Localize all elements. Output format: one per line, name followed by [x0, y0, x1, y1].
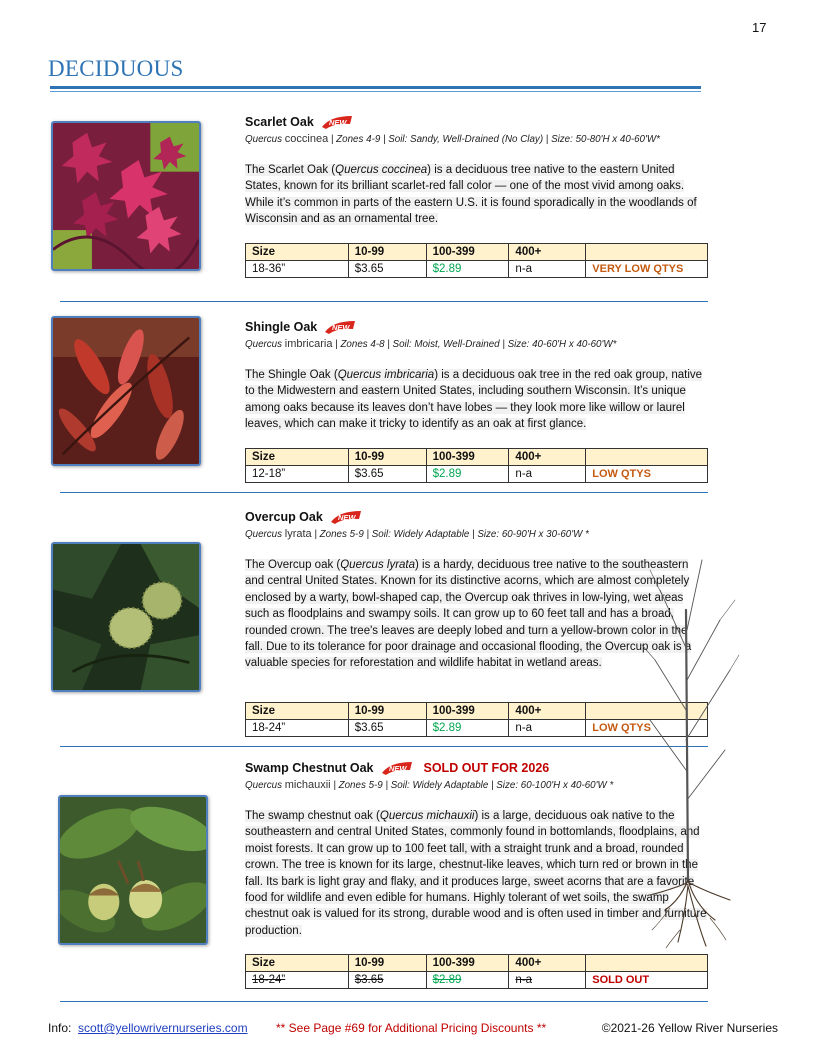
page-number: 17	[752, 20, 767, 35]
price-table-row	[246, 466, 708, 483]
genus: Quercus	[245, 339, 283, 350]
description-latin: Quercus coccinea	[335, 164, 428, 176]
product-name: Scarlet Oak	[245, 115, 314, 129]
product-name: Overcup Oak	[245, 510, 323, 524]
scarlet-oak-photo	[51, 121, 201, 271]
new-badge-icon	[320, 114, 354, 130]
size-cell: 12-18”	[246, 466, 349, 483]
price-cell: n-a	[509, 261, 586, 278]
species: imbricaria	[284, 338, 333, 350]
header-size: Size	[246, 244, 349, 261]
price-cell: $2.89	[426, 720, 509, 737]
header-tier-2: 100-399	[426, 244, 509, 261]
header-size: Size	[246, 955, 349, 972]
price-table	[245, 702, 708, 737]
price-cell: $2.89	[426, 261, 509, 278]
header-tier-3: 400+	[509, 955, 586, 972]
footer-copyright: ©2021-26 Yellow River Nurseries	[601, 1021, 778, 1035]
shingle-oak-photo	[51, 316, 201, 466]
header-tier-2: 100-399	[426, 449, 509, 466]
description-text: ) is a deciduous tree native to the eastern United States, known for its brilliant scarlet-red fall color — one of the most vivid among oaks. While it’s common in parts of the eastern U.S. it is found sporadically in the woodlands of Wisconsin and as an ornamental tree.	[245, 164, 697, 226]
header-status	[586, 244, 708, 261]
section-divider	[60, 746, 708, 747]
price-table-header	[246, 955, 708, 972]
price-cell: $3.65	[348, 972, 426, 989]
price-cell: $3.65	[348, 261, 426, 278]
header-tier-3: 400+	[509, 703, 586, 720]
section-title: DECIDUOUS	[48, 56, 184, 81]
page-footer	[48, 1021, 778, 1035]
product-name: Shingle Oak	[245, 320, 318, 334]
new-badge-icon	[323, 319, 357, 335]
footer-info	[48, 1021, 273, 1035]
product-description	[245, 162, 707, 228]
bare-root-sapling-illustration	[640, 550, 740, 950]
product-description	[245, 808, 707, 939]
price-cell: n-a	[509, 972, 586, 989]
new-badge-text: NEW	[332, 323, 350, 332]
genus: Quercus	[245, 134, 283, 145]
header-tier-1: 10-99	[348, 703, 426, 720]
botanical-details	[245, 338, 710, 350]
price-cell: n-a	[509, 720, 586, 737]
header-tier-1: 10-99	[348, 244, 426, 261]
footer-info-label: Info:	[48, 1021, 72, 1035]
price-cell: $3.65	[348, 466, 426, 483]
section-divider	[60, 492, 708, 493]
description-text: ) is a deciduous oak tree in the red oak group, native to the Midwestern and eastern United States, including southern Wisconsin. It’s unique among oaks because its leaves don’t have lobes — they look more like willow or laurel leaves, which can make it tricky to identify as an oak at first glance.	[245, 369, 703, 431]
header-tier-1: 10-99	[348, 955, 426, 972]
genus: Quercus	[245, 780, 283, 791]
growing-details: | Zones 4-9 | Soil: Sandy, Well-Drained (No Clay) | Size: 50-80'H x 40-60'W*	[328, 134, 660, 145]
header-tier-3: 400+	[509, 244, 586, 261]
genus: Quercus	[245, 529, 283, 540]
growing-details: | Zones 5-9 | Soil: Widely Adaptable | Size: 60-100'H x 40-60'W *	[330, 780, 614, 791]
product-description	[245, 367, 707, 433]
product-name: Swamp Chestnut Oak	[245, 761, 374, 775]
price-table-header	[246, 449, 708, 466]
price-cell: $2.89	[426, 972, 509, 989]
species: michauxii	[284, 779, 331, 791]
header-size: Size	[246, 449, 349, 466]
footer-pricing-note: ** See Page #69 for Additional Pricing Discounts **	[276, 1021, 547, 1035]
description-latin: Quercus imbricaria	[337, 369, 435, 381]
species: coccinea	[284, 133, 329, 145]
description-text: The Shingle Oak (	[245, 369, 338, 381]
product-description	[245, 557, 707, 672]
description-text: ) is a large, deciduous oak native to the southeastern and central United States, commonly found in bottomlands, floodplains, and moist forests. It can grow up to 100 feet tall, with a straight trunk and a broad, rounded crown. The tree is known for its large, chestnut-like leaves, which turn red or brown in the fall. Its bark is light gray and flaky, and it produces large, sweet acorns that are a favorite food for wildlife and even edible for humans. Highly tolerant of wet soils, the swamp chestnut oak is valued for its strong, durable wood and is often used in timber and furniture production.	[245, 810, 707, 937]
section-divider	[60, 1001, 708, 1002]
species: lyrata	[284, 528, 312, 540]
section-divider	[60, 301, 708, 302]
growing-details: | Zones 5-9 | Soil: Widely Adaptable | Size: 60-90'H x 30-60'W *	[311, 529, 589, 540]
price-table-row	[246, 720, 708, 737]
new-badge-icon	[329, 509, 363, 525]
new-badge-text: NEW	[388, 764, 406, 773]
new-badge-text: NEW	[328, 118, 347, 127]
title-rule-thin	[50, 91, 701, 92]
price-table	[245, 954, 708, 989]
price-cell: n-a	[509, 466, 586, 483]
header-tier-1: 10-99	[348, 449, 426, 466]
botanical-details	[245, 133, 710, 145]
stock-status: SOLD OUT	[586, 972, 708, 989]
title-rule	[50, 86, 701, 89]
header-tier-3: 400+	[509, 449, 586, 466]
overcup-oak-photo	[51, 542, 201, 692]
description-text: The Scarlet Oak (	[245, 164, 336, 176]
description-text: ) is a hardy, deciduous tree native to the southeastern and central United States. Known for its distinctive acorns, which are almost completely enclosed by a warty, bowl-shaped cap, the Overcup oak thrives in low-lying, wet areas such as floodplains and swampy soils. It can grow up to 60 feet tall and has a broad, rounded crown. The tree's leaves are deeply lobed and turn a yellow-brown color in the fall. Due to its tolerance for poor drainage and occasional flooding, the Overcup oak is a valuable species for reforestation and wildlife habitat in wetland areas.	[245, 559, 692, 670]
swamp-chestnut-oak-photo	[58, 795, 208, 945]
description-latin: Quercus michauxii	[379, 810, 475, 822]
product-entry	[245, 113, 710, 228]
header-status	[586, 449, 708, 466]
header-status	[586, 955, 708, 972]
size-cell: 18-24”	[246, 720, 349, 737]
new-badge-text: NEW	[337, 513, 356, 522]
product-entry	[245, 318, 710, 433]
price-cell: $3.65	[348, 720, 426, 737]
new-badge-icon	[380, 760, 414, 776]
price-table-header	[246, 703, 708, 720]
price-table-header	[246, 244, 708, 261]
botanical-details	[245, 528, 710, 540]
price-table	[245, 243, 708, 278]
price-table-row	[246, 261, 708, 278]
description-latin: Quercus lyrata	[340, 559, 416, 571]
footer-email-link[interactable]: scott@yellowrivernurseries.com	[78, 1021, 248, 1035]
growing-details: | Zones 4-8 | Soil: Moist, Well-Drained | Size: 40-60'H x 40-60'W*	[332, 339, 617, 350]
price-cell: $2.89	[426, 466, 509, 483]
header-tier-2: 100-399	[426, 955, 509, 972]
price-table	[245, 448, 708, 483]
stock-status: LOW QTYS	[586, 466, 708, 483]
price-table-row	[246, 972, 708, 989]
size-cell: 18-36”	[246, 261, 349, 278]
description-text: The Overcup oak (	[245, 559, 341, 571]
stock-status: VERY LOW QTYS	[586, 261, 708, 278]
stock-status: LOW QTYS	[586, 720, 708, 737]
header-size: Size	[246, 703, 349, 720]
description-text: The swamp chestnut oak (	[245, 810, 380, 822]
sold-out-banner: SOLD OUT FOR 2026	[423, 761, 550, 775]
header-tier-2: 100-399	[426, 703, 509, 720]
size-cell: 18-24”	[246, 972, 349, 989]
